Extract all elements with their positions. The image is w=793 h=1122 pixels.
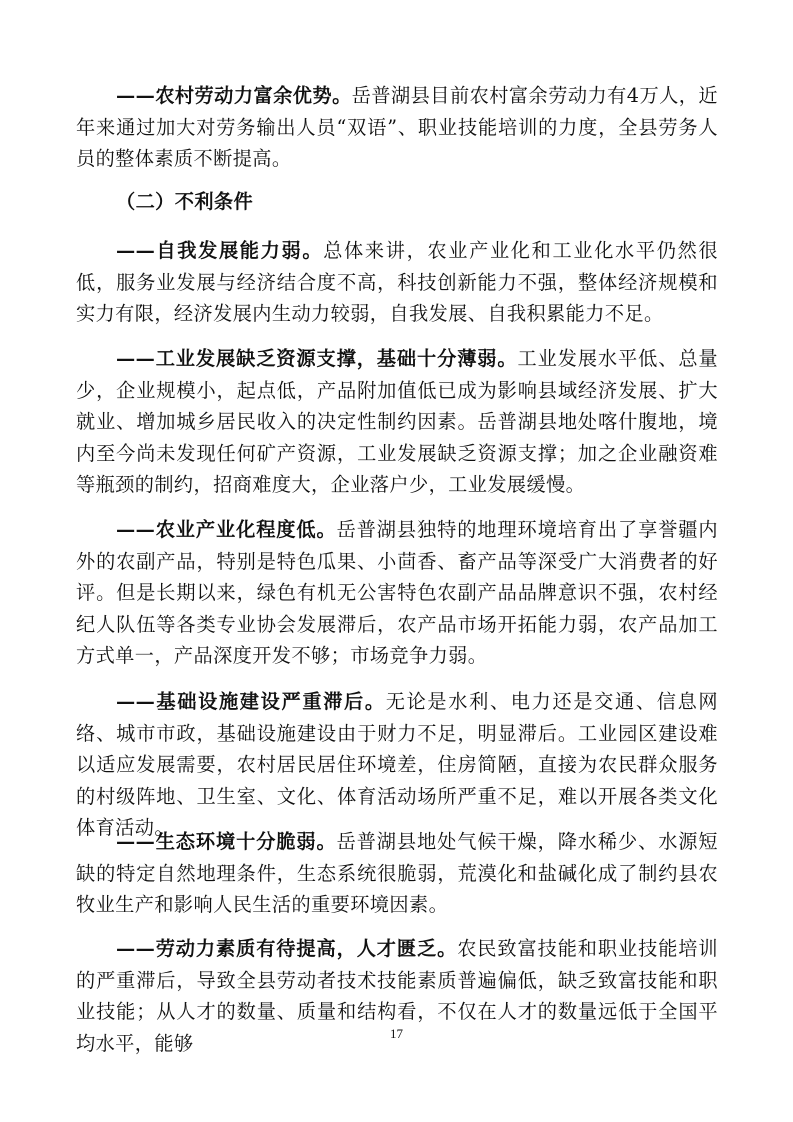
paragraph-lead: ——工业发展缺乏资源支撑，基础十分薄弱。 [116,347,518,370]
paragraph-agriculture [76,514,718,672]
paragraph-body: 岳普湖县地处气候干燥，降水稀少、水源短缺的特定自然地理条件，生态系统很脆弱，荒漠化和盐碱化成了制约县农牧业生产和影响人民生活的重要环境因素。 [76,830,718,916]
paragraph-lead: ——农业产业化程度低。 [116,518,337,541]
page-number: 17 [390,1026,403,1041]
paragraph-self-development [76,235,718,330]
paragraph-body: 工业发展水平低、总量少，企业规模小，起点低，产品附加值低已成为影响县域经济发展、扩大就业、增加城乡居民收入的决定性制约因素。岳普湖县地处喀什腹地，境内至今尚未发现任何矿产资源，工业发展缺乏资源支撑；加之企业融资难等瓶颈的制约，招商难度大，企业落户少，工业发展缓慢。 [76,347,719,496]
paragraph-lead: ——自我发展能力弱。 [116,239,324,262]
paragraph-rural-labor [76,80,718,175]
section-heading: （二）不利条件 [116,190,254,213]
paragraph-lead: ——农村劳动力富余优势。 [116,84,352,107]
paragraph-ecology [76,826,718,921]
paragraph-lead: ——劳动力素质有待提高，人才匮乏。 [116,937,458,960]
paragraph-lead: ——生态环境十分脆弱。 [116,830,337,853]
paragraph-body: 总体来讲，农业产业化和工业化水平仍然很低，服务业发展与经济结合度不高，科技创新能力不强，整体经济规模和实力有限，经济发展内生动力较弱，自我发展、自我积累能力不足。 [76,239,719,325]
paragraph-lead: ——基础设施建设严重滞后。 [116,690,386,713]
paragraph-industry [76,343,718,501]
paragraph-body: 岳普湖县目前农村富余劳动力有4万人，近年来通过加大对劳务输出人员“双语”、职业技能培训的力度，全县劳务人员的整体素质不断提高。 [76,84,718,170]
paragraph-body: 无论是水利、电力还是交通、信息网络、城市市政，基础设施建设由于财力不足，明显滞后。工业园区建设难以适应发展需要，农村居民居住环境差，住房简陋，直接为农民群众服务的村级阵地、卫生室、文化、体育活动场所严重不足，难以开展各类文化体育活动。 [76,690,718,839]
paragraph-infrastructure [76,686,718,844]
paragraph-body: 农民致富技能和职业技能培训的严重滞后，导致全县劳动者技术技能素质普遍偏低，缺乏致富技能和职业技能；从人才的数量、质量和结构看，不仅在人才的数量远低于全国平均水平，能够 [76,937,718,1055]
paragraph-body: 岳普湖县独特的地理环境培育出了享誉疆内外的农副产品，特别是特色瓜果、小茴香、畜产品等深受广大消费者的好评。但是长期以来，绿色有机无公害特色农副产品品牌意识不强，农村经纪人队伍等各类专业协会发展滞后，农产品市场开拓能力弱，农产品加工方式单一，产品深度开发不够；市场竞争力弱。 [76,518,718,667]
